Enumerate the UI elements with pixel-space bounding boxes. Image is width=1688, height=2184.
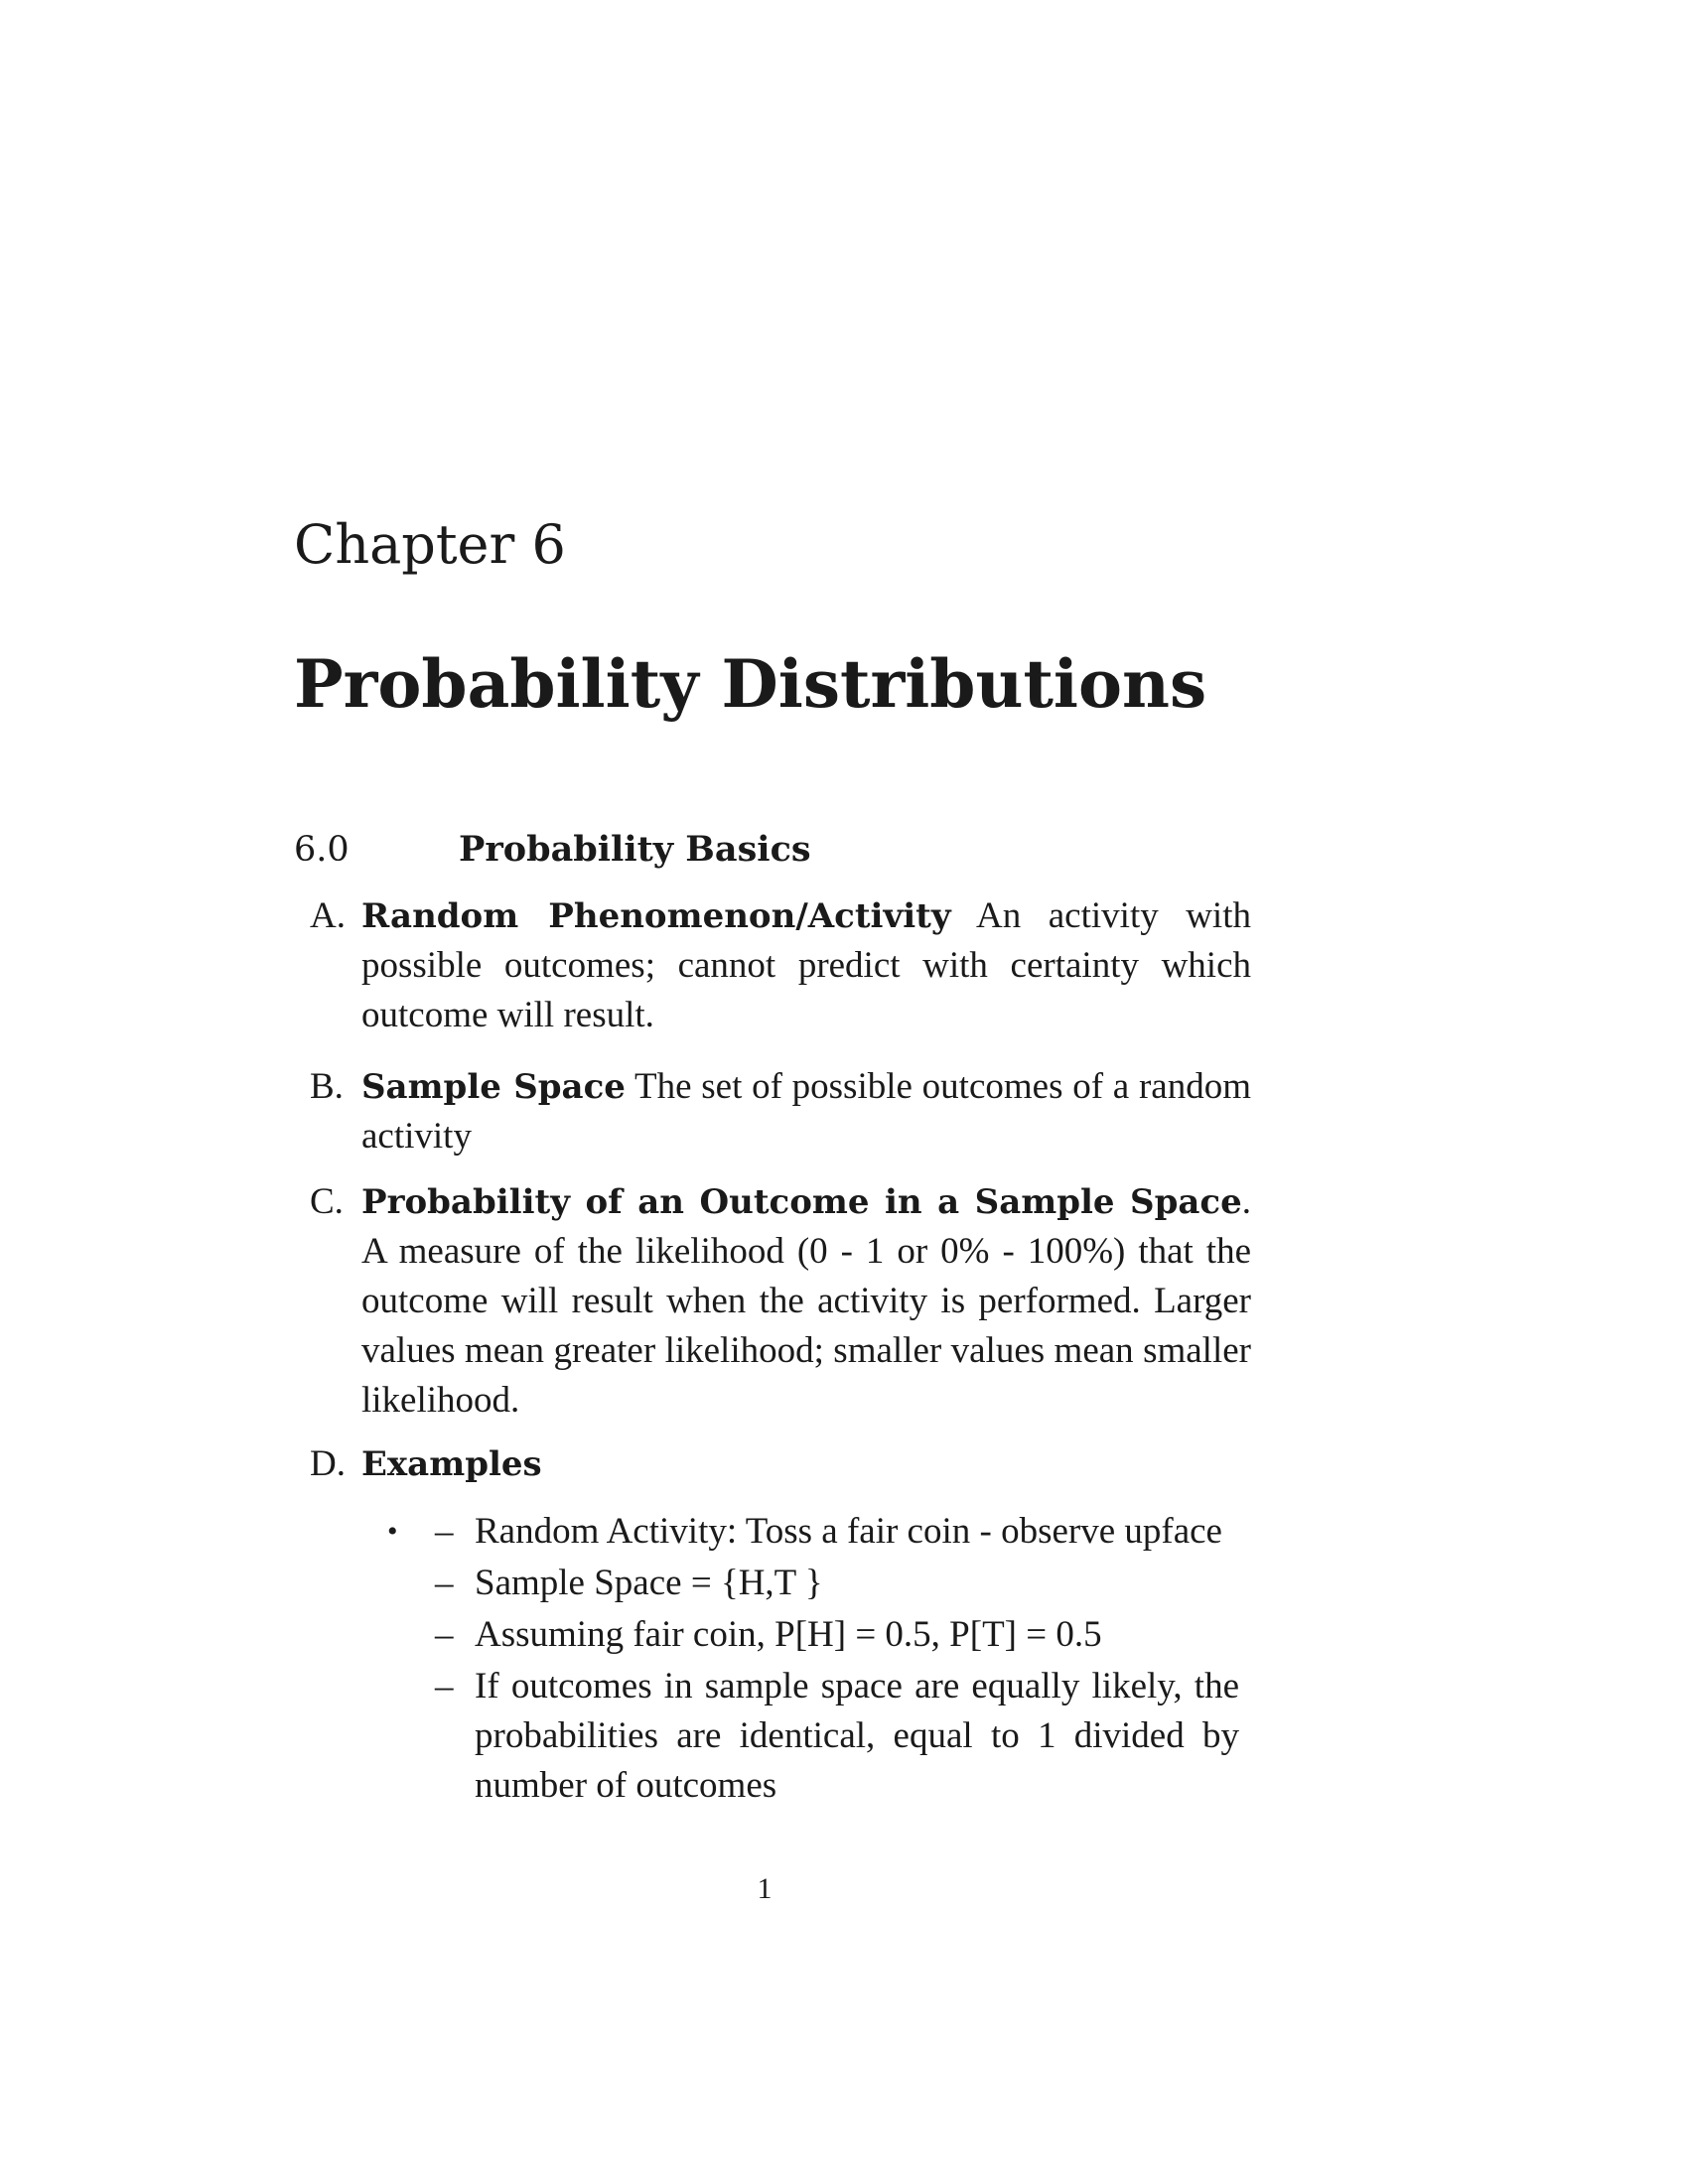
- sub-item-text: Sample Space = {H,T }: [475, 1563, 823, 1603]
- list-item-d: [310, 1439, 1263, 1489]
- chapter-label: Chapter 6: [294, 513, 566, 576]
- list-item-c: [310, 1177, 1263, 1426]
- bullet-icon: •: [387, 1515, 398, 1548]
- list-item-d-content: [361, 1439, 1251, 1489]
- section-heading: [294, 829, 811, 870]
- section-title: Probability Basics: [459, 829, 811, 870]
- sub-list-item: [435, 1662, 1239, 1811]
- term-probability-of-outcome: Probability of an Outcome in a Sample Space: [361, 1182, 1242, 1222]
- sub-list-item: [435, 1559, 1239, 1608]
- sub-list-item: [435, 1610, 1239, 1660]
- dash-icon: –: [435, 1511, 454, 1552]
- term-examples: Examples: [361, 1444, 542, 1484]
- term-random-phenomenon: Random Phenomenon/Activity: [361, 896, 951, 936]
- sub-item-text: Random Activity: Toss a fair coin - observe upface: [475, 1511, 1222, 1552]
- sub-item-text: If outcomes in sample space are equally likely, the probabilities are identical, equal to 1 divided by number of outcomes: [475, 1666, 1239, 1806]
- chapter-title: Probability Distributions: [294, 645, 1207, 723]
- term-sample-space: Sample Space: [361, 1067, 626, 1107]
- list-item-c-content: [361, 1177, 1251, 1426]
- dash-icon: –: [435, 1614, 454, 1655]
- definition-probability-of-outcome: . A measure of the likelihood (0 - 1 or 0% - 100%) that the outcome will result when the activity is performed. Larger values mean greater likelihood; smaller values mean smaller likelihood.: [361, 1181, 1251, 1421]
- dash-icon: –: [435, 1666, 454, 1706]
- sub-item-text: Assuming fair coin, P[H] = 0.5, P[T] = 0.5: [475, 1614, 1102, 1655]
- list-item-b-content: [361, 1062, 1251, 1161]
- list-item-a: [310, 891, 1263, 1040]
- dash-icon: –: [435, 1563, 454, 1603]
- page-number: 1: [757, 1872, 773, 1905]
- list-marker-c: C.: [310, 1181, 344, 1222]
- list-marker-b: B.: [310, 1066, 344, 1107]
- list-marker-a: A.: [310, 895, 346, 936]
- definition-sample-space: The set of possible outcomes of a random activity: [361, 1066, 1251, 1157]
- list-item-a-content: [361, 891, 1251, 1040]
- list-marker-d: D.: [310, 1443, 346, 1484]
- examples-sub-list: [435, 1507, 1239, 1813]
- definition-random-phenomenon: An activity with possible outcomes; cannot predict with certainty which outcome will result.: [361, 895, 1251, 1035]
- sub-list-item: [435, 1507, 1239, 1557]
- section-number: 6.0: [294, 830, 350, 870]
- list-item-b: [310, 1062, 1263, 1161]
